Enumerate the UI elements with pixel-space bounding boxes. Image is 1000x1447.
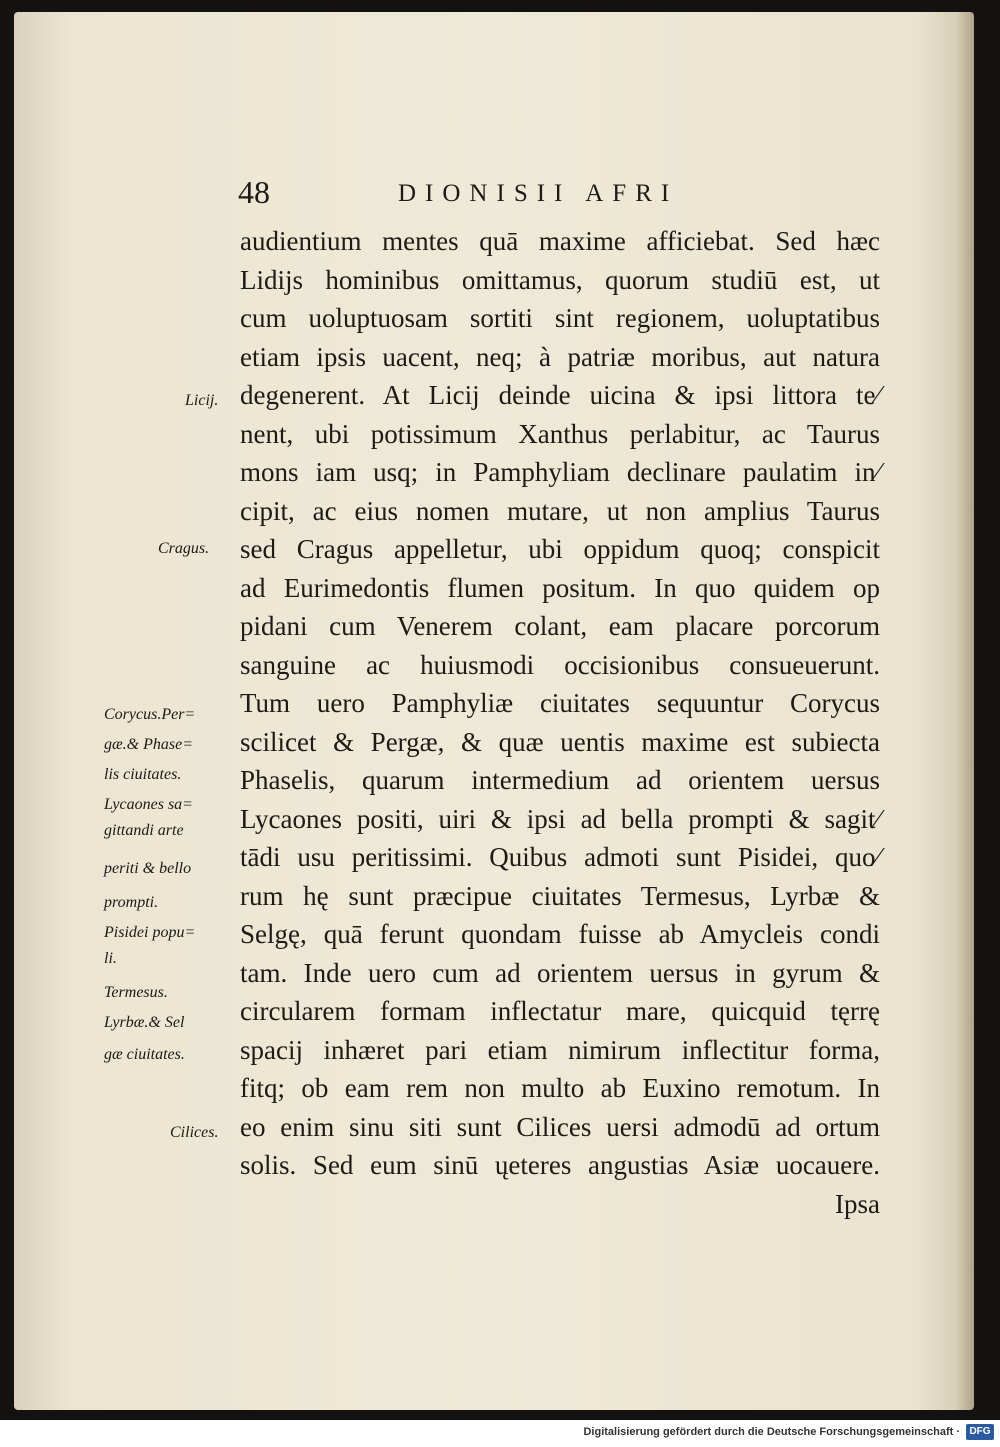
text-line: nent, ubi potissimum Xanthus perlabitur, ac Taurus [240,418,880,449]
dfg-logo-icon: DFG [966,1424,994,1440]
marginal-note: periti & bello [104,860,192,877]
text-line: degenerent. At Licij deinde uicina & ipsi littora te⁄ [240,380,880,410]
marginal-note: Cilices. [170,1124,219,1141]
page-number: 48 [238,174,270,210]
marginal-note: gittandi arte [104,822,184,839]
marginal-note: lis ciuitates. [104,766,182,783]
text-line: sed Cragus appelletur, ubi oppidum quoq; conspicit [240,534,880,564]
text-line: solis. Sed eum sinū ųeteres angustias Asiæ uocauere. [240,1150,880,1180]
text-line: spacij inhæret pari etiam nimirum inflectitur forma, [240,1034,880,1065]
page-edge-shadow [956,12,974,1410]
marginal-note: gæ ciuitates. [104,1046,185,1063]
text-line: cum uoluptuosam sortiti sint regionem, uoluptatibus [240,303,880,333]
text-line: sanguine ac huiusmodi occisionibus consueuerunt. [240,649,880,680]
text-line: tādi usu peritissimi. Quibus admoti sunt Pisidei, quo⁄ [240,842,880,872]
running-title: DIONISII AFRI [398,180,679,207]
text-line: Tum uero Pamphyliæ ciuitates sequuntur Corycus [240,688,880,718]
marginal-note: gæ.& Phase= [104,736,194,753]
marginal-note: Lycaones sa= [104,796,193,813]
text-line: ad Eurimedontis flumen positum. In quo quidem op [240,572,880,603]
text-line: tam. Inde uero cum ad orientem uersus in gyrum & [240,957,880,988]
text-line: cipit, ac eius nomen mutare, ut non amplius Taurus [240,495,880,526]
text-line: fitq; ob eam rem non multo ab Euxino remotum. In [240,1073,880,1103]
marginal-note: Termesus. [104,984,168,1001]
text-line: scilicet & Pergæ, & quæ uentis maxime est subiecta [240,726,880,757]
text-line: pidani cum Venerem colant, eam placare porcorum [240,611,880,641]
text-line: circularem formam inflectatur mare, quicquid tęrrę [240,996,880,1026]
marginal-note: prompti. [104,894,159,911]
text-line: rum hę sunt præcipue ciuitates Termesus, Lyrbæ & [240,880,880,911]
marginal-note: Licij. [185,392,219,409]
funding-credit: Digitalisierung gefördert durch die Deutsche Forschungsgemeinschaft · [583,1426,960,1438]
marginal-note: Cragus. [158,540,210,557]
marginal-note: Corycus.Per= [104,706,196,723]
text-line: Selgę, quā ferunt quondam fuisse ab Amycleis condi [240,919,880,949]
marginal-note: li. [104,950,117,967]
running-head [238,174,878,214]
marginal-note: Lyrbæ.& Sel [104,1014,185,1031]
text-line: mons iam usq; in Pamphyliam declinare paulatim in⁄ [240,457,880,487]
text-line: audientium mentes quā maxime afficiebat. Sed hæc [240,226,880,256]
text-line: Phaselis, quarum intermedium ad orientem uersus [240,765,880,795]
text-line: Lycaones positi, uiri & ipsi ad bella prompti & sagit⁄ [240,803,880,834]
text-line: Lidijs hominibus omittamus, quorum studiū est, ut [240,264,880,295]
text-line: etiam ipsis uacent, neq; à patriæ moribus, aut natura [240,341,880,372]
text-line: eo enim sinu siti sunt Cilices uersi admodū ad ortum [240,1111,880,1142]
catchword: Ipsa [835,1188,880,1219]
marginal-note: Pisidei popu= [104,924,196,941]
